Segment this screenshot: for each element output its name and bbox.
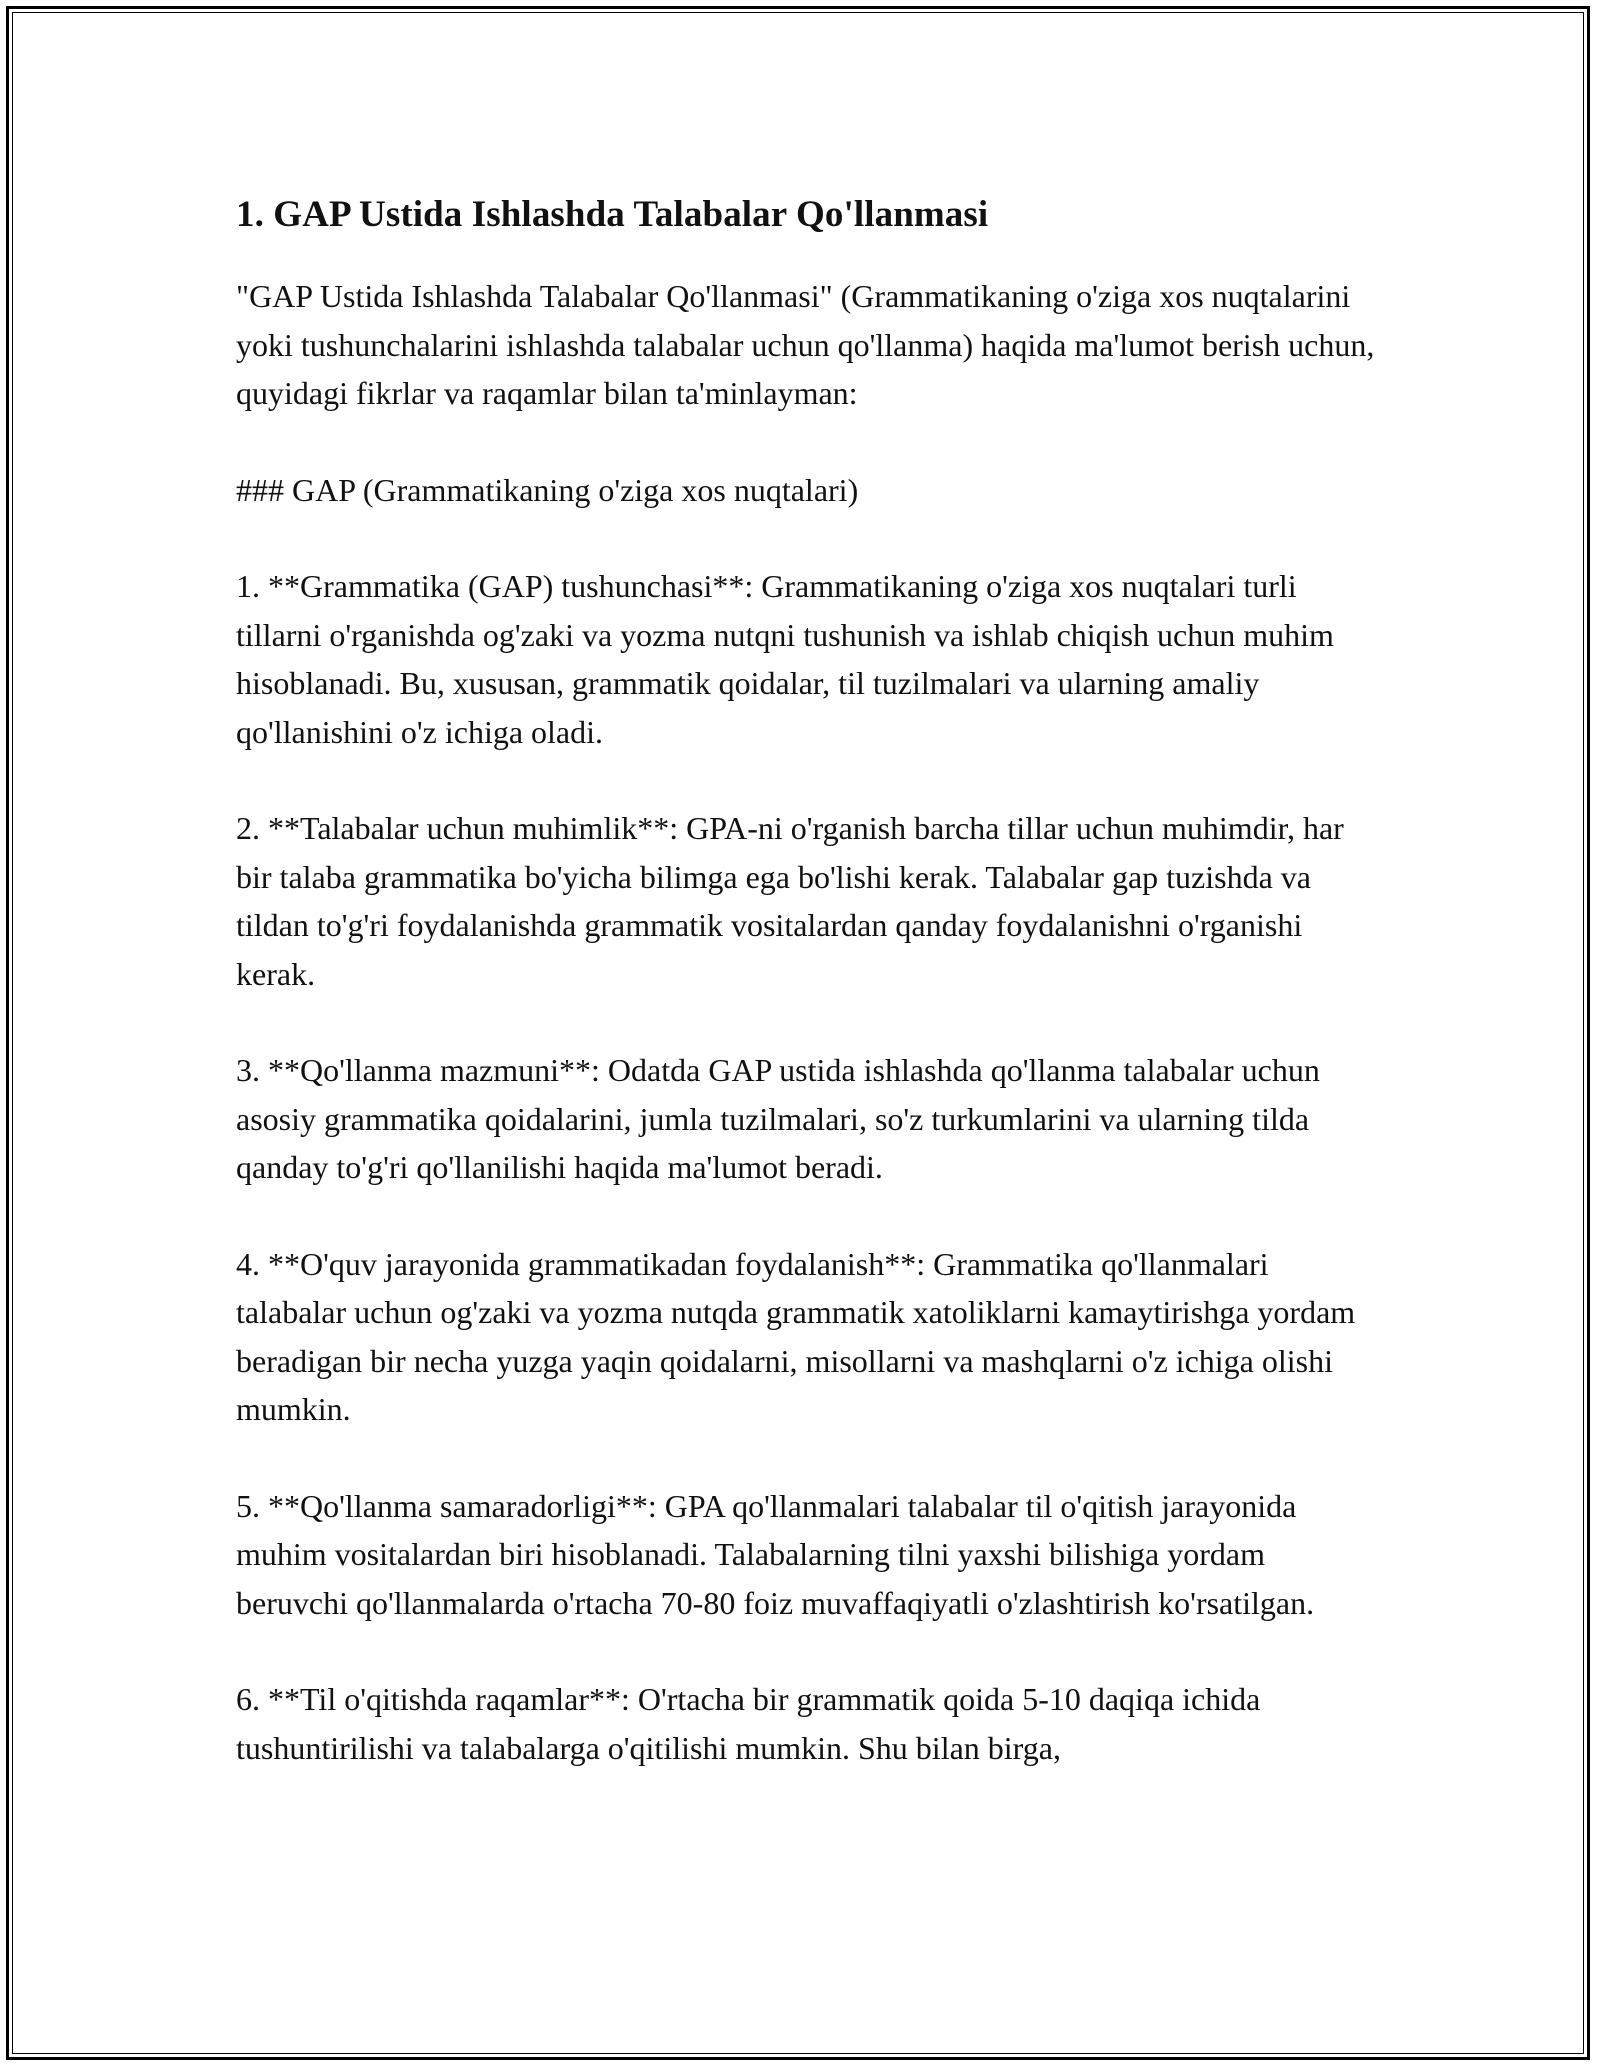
list-item-2: 2. **Talabalar uchun muhimlik**: GPA-ni o'rganish barcha tillar uchun muhimdir, har bir talaba grammatika bo'yicha bilimga ega bo'lishi kerak. Talabalar gap tuzishda va tildan to'g'ri foydalanishda grammatik vositalardan qanday foydalanishni o'rganishi kerak. <box>236 810 1344 992</box>
document-body <box>236 190 1376 1772</box>
section-subheading: ### GAP (Grammatikaning o'ziga xos nuqtalari) <box>236 471 859 508</box>
list-item-1: 1. **Grammatika (GAP) tushunchasi**: Grammatikaning o'ziga xos nuqtalari turli tillarni o'rganishda og'zaki va yozma nutqni tushunish va ishlab chiqish uchun muhim hisoblanadi. Bu, xususan, grammatik qoidalar, til tuzilmalari va ularning amaliy qo'llanishini o'z ichiga oladi. <box>236 568 1334 750</box>
list-item-6: 6. **Til o'qitishda raqamlar**: O'rtacha bir grammatik qoida 5-10 daqiqa ichida tushuntirilishi va talabalarga o'qitilishi mumkin. Shu bilan birga, <box>236 1681 1261 1766</box>
list-item-4: 4. **O'quv jarayonida grammatikadan foydalanish**: Grammatika qo'llanmalari talabalar uchun og'zaki va yozma nutqda grammatik xatoliklarni kamaytirishga yordam beradigan bir necha yuzga yaqin qoidalarni, misollarni va mashqlarni o'z ichiga olishi mumkin. <box>236 1245 1356 1427</box>
list-item-3: 3. **Qo'llanma mazmuni**: Odatda GAP ustida ishlashda qo'llanma talabalar uchun asosiy grammatika qoidalarini, jumla tuzilmalari, so'z turkumlarini va ularning tilda qanday to'g'ri qo'llanilishi haqida ma'lumot beradi. <box>236 1052 1320 1185</box>
document-title: 1. GAP Ustida Ishlashda Talabalar Qo'llanmasi <box>236 194 989 235</box>
intro-paragraph: "GAP Ustida Ishlashda Talabalar Qo'llanmasi" (Grammatikaning o'ziga xos nuqtalarini yoki tushunchalarini ishlashda talabalar uchun qo'llanma) haqida ma'lumot berish uchun, quyidagi fikrlar va raqamlar bilan ta'minlayman: <box>236 278 1375 411</box>
list-item-5: 5. **Qo'llanma samaradorligi**: GPA qo'llanmalari talabalar til o'qitish jarayonida muhim vositalardan biri hisoblanadi. Talabalarning tilni yaxshi bilishiga yordam beruvchi qo'llanmalarda o'rtacha 70-80 foiz muvaffaqiyatli o'zlashtirish ko'rsatilgan. <box>236 1487 1315 1621</box>
